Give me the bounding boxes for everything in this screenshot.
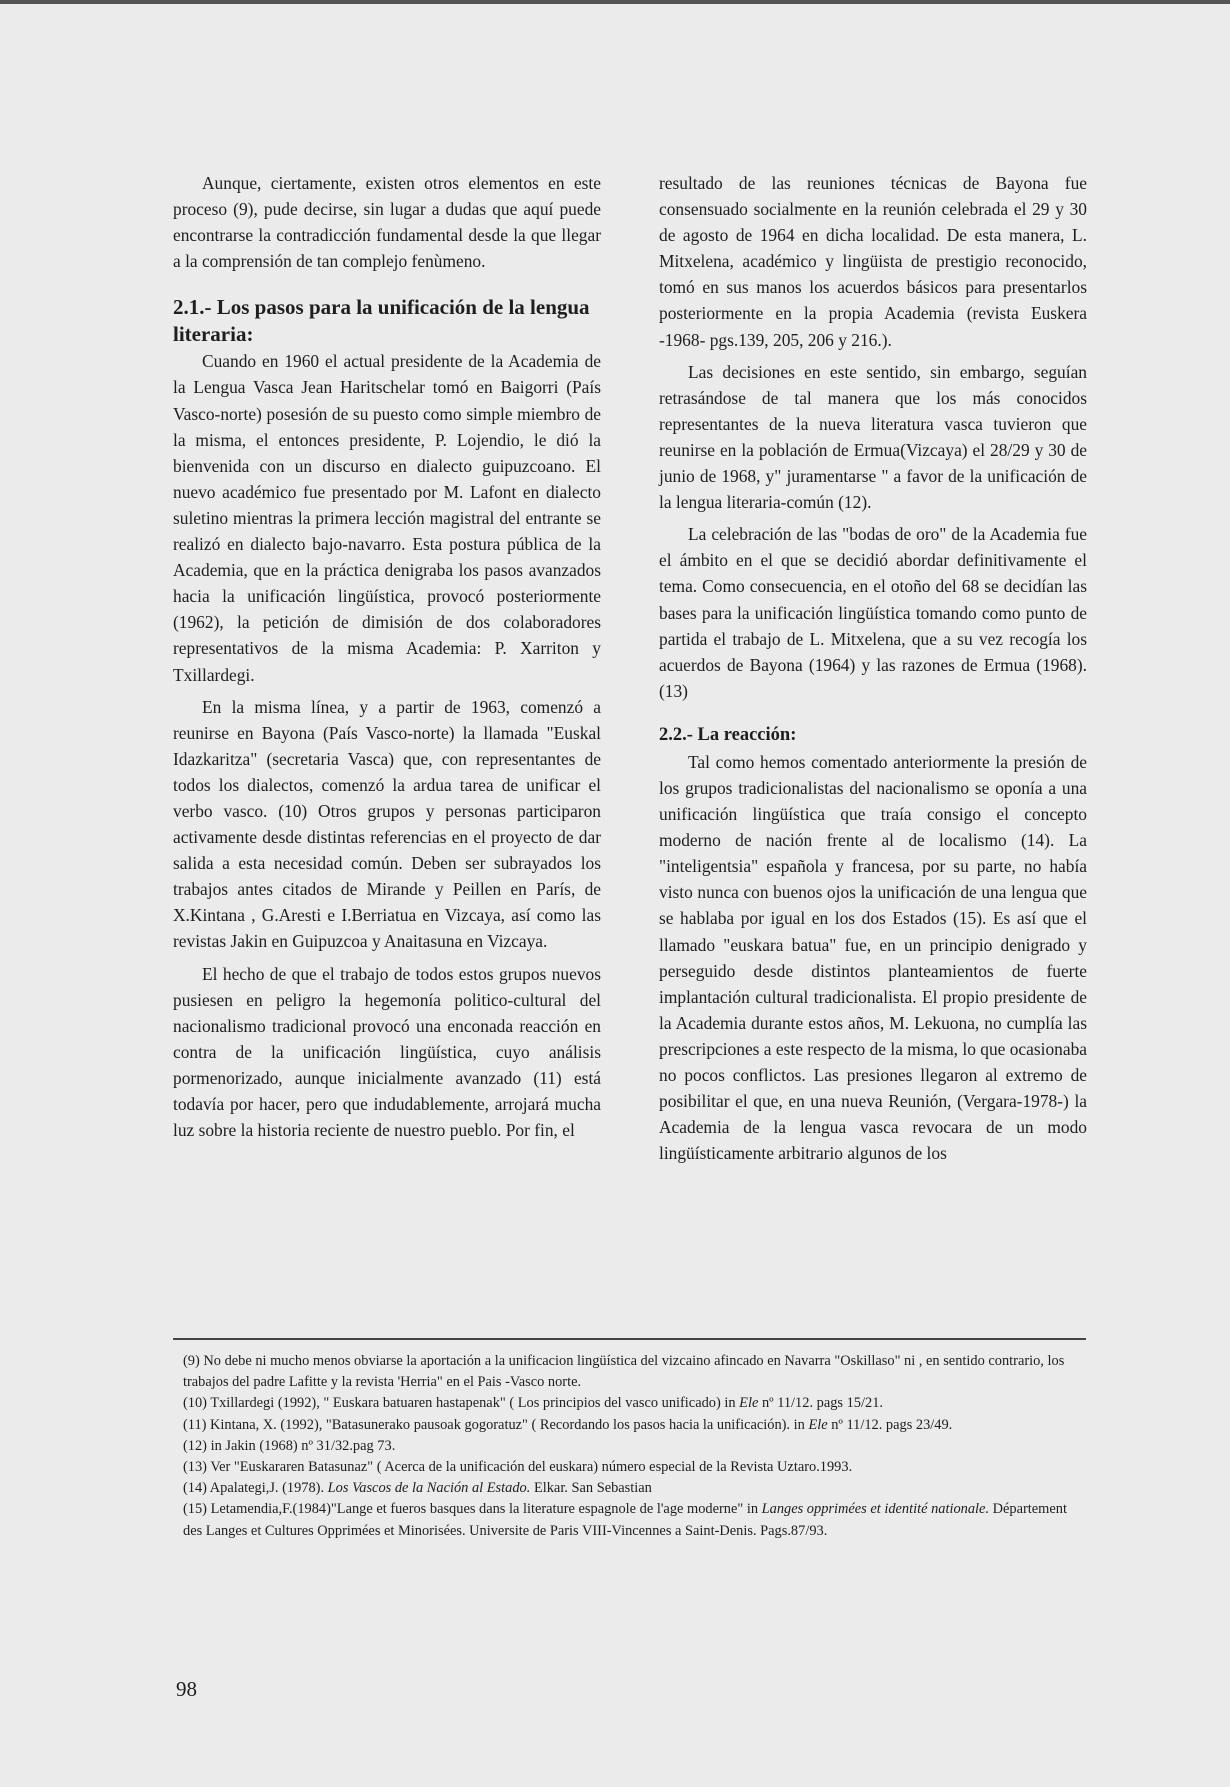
footnote-italic: Ele <box>808 1416 828 1433</box>
paragraph: Las decisiones en este sentido, sin embargo, seguían retrasándose de tal manera que los más conocidos representantes de la nueva literatura vasca tuvieron que reunirse en la población de Ermua(Vizcaya) el 28/29 y 30 de junio de 1968, y" juramentarse " a favor de la unificación de la lengua literaria-común (12). <box>659 361 1087 513</box>
section-heading-2-1: 2.1.- Los pasos para la unificación de la lengua literaria: <box>173 295 590 347</box>
paragraph: resultado de las reuniones técnicas de Bayona fue consensuado socialmente en la reunión celebrada el 29 y 30 de agosto de 1964 en dicha localidad. De esta manera, L. Mitxelena, académico y lingüista de prestigio reconocido, tomó en sus manos los acuerdos básicos para presentarlos posteriormente en la propia Academia (revista Euskera -1968- pgs.139, 205, 206 y 216.). <box>659 173 1087 350</box>
footnote-divider <box>173 1338 1086 1340</box>
footnote-text: (10) Txillardegi (1992), " Euskara batuaren hastapenak" ( Los principios del vasco unificado) in <box>183 1395 740 1412</box>
footnotes <box>183 1351 1086 1542</box>
footnote-text: nº 11/12. pags 15/21. <box>758 1395 883 1412</box>
footnote-italic: Los Vascos de la Nación al Estado. <box>327 1480 531 1497</box>
paragraph: Aunque, ciertamente, existen otros elementos en este proceso (9), pude decirse, sin lugar a dudas que aquí puede encontrarse la contradicción fundamental desde la que llegar a la comprensión de tan complejo fenùmeno. <box>173 173 601 272</box>
paragraph: La celebración de las "bodas de oro" de la Academia fue el ámbito en el que se decidió abordar definitivamente el tema. Como consecuencia, en el otoño del 68 se decidían las bases para la unificación lingüística tomando como punto de partida el trabajo de L. Mitxelena, que a su vez recogía los acuerdos de Bayona (1964) y las razones de Ermua (1968). (13) <box>659 524 1087 701</box>
footnote-text: (14) Apalategi,J. (1978). <box>183 1480 328 1497</box>
footnote-italic: Langes opprimées et identité nationale. <box>761 1501 990 1518</box>
footnote-text: (15) Letamendia,F.(1984)"Lange et fueros basques dans la literature espagnole de l'age moderne" in <box>183 1501 762 1518</box>
paragraph: En la misma línea, y a partir de 1963, comenzó a reunirse en Bayona (País Vasco-norte) la llamada "Euskal Idazkaritza" (secretaria Vasca) que, con representantes de todos los dialectos, comenzó la ardua tarea de unificar el verbo vasco. (10) Otros grupos y personas participaron activamente desde distintas referencias en el proyecto de dar salida a esta necesidad común. Deben ser subrayados los trabajos antes citados de Mirande y Peillen en París, de X.Kintana , G.Aresti e I.Berriatua en Vizcaya, así como las revistas Jakin en Guipuzcoa y Anaitasuna en Vizcaya. <box>173 696 601 952</box>
footnote-12: (12) in Jakin (1968) nº 31/32.pag 73. <box>183 1437 396 1454</box>
footnote-13: (13) Ver "Euskararen Batasunaz" ( Acerca de la unificación del euskara) número especial de la Revista Uztaro.1993. <box>183 1459 853 1476</box>
footnote-9: (9) No debe ni mucho menos obviarse la aportación a la unificacion lingüística del vizcaino afincado en Navarra "Oskillaso" ni , en sentido contrario, los trabajos del padre Lafitte y la revista 'Herria" en el Pais -Vasco norte. <box>183 1353 1065 1391</box>
footnote-11 <box>183 1415 1086 1436</box>
footnote-text: (11) Kintana, X. (1992), "Batasunerako pausoak gogoratuz" ( Recordando los pasos hacia la unificación). in <box>183 1416 809 1433</box>
footnote-15 <box>183 1499 1086 1541</box>
section-heading-2-2: 2.2.- La reacción: <box>659 724 797 745</box>
footnote-text: Département des Langes et Cultures Opprimées et Minorisées. Universite de Paris VIII-Vincennes a Saint-Denis. Pags.87/93. <box>183 1501 1067 1539</box>
footnote-text: nº 11/12. pags 23/49. <box>827 1416 953 1433</box>
footnote-10 <box>183 1393 1086 1414</box>
footnote-14 <box>183 1478 1086 1499</box>
paragraph: Tal como hemos comentado anteriormente la presión de los grupos tradicionalistas del nacionalismo se oponía a una unificación lingüística que traía consigo el concepto moderno de nación frente al de localismo (14). La "inteligentsia" española y francesa, por su parte, no había visto nunca con buenos ojos la unificación de una lengua que se hablaba por igual en los dos Estados (15). Es así que el llamado "euskara batua" fue, en un principio denigrado y perseguido desde distintos planteamientos de fuerte implantación cultural tradicionalista. El propio presidente de la Academia durante estos años, M. Lekuona, no cumplía las prescripciones a este respecto de la misma, lo que ocasionaba no pocos conflictos. Las presiones llegaron al extremo de posibilitar el que, en una nueva Reunión, (Vergara-1978-) la Academia de la lengua vasca revocara de un modo lingüísticamente arbitrario algunos de los <box>659 751 1087 1164</box>
scan-top-edge <box>0 0 1230 4</box>
paragraph: El hecho de que el trabajo de todos estos grupos nuevos pusiesen en peligro la hegemonía politico-cultural del nacionalismo tradicional provocó una enconada reacción en contra de la unificación lingüística, cuyo análisis pormenorizado, aunque inicialmente avanzado (11) está todavía por hacer, pero que indudablemente, arrojará mucha luz sobre la historia reciente de nuestro pueblo. Por fin, el <box>173 963 601 1141</box>
paragraph: Cuando en 1960 el actual presidente de la Academia de la Lengua Vasca Jean Haritschelar tomó en Baigorri (País Vasco-norte) posesión de su puesto como simple miembro de la misma, el entonces presidente, P. Lojendio, le dió la bienvenida con un discurso en dialecto guipuzcoano. El nuevo académico fue presentado por M. Lafont en dialecto suletino mientras la primera lección magistral del entrante se realizó en dialecto bajo-navarro. Esta postura pública de la Academia, que en la práctica denigraba los pasos avanzados hacia la unificación lingüística, provocó posteriormente (1962), la petición de dimisión de dos colaboradores representativos de la misma Academia: P. Xarriton y Txillardegi. <box>173 351 601 685</box>
right-column <box>659 170 1087 1172</box>
footnote-italic: Ele <box>739 1395 759 1412</box>
left-column <box>173 170 601 1149</box>
page-number: 98 <box>176 1677 197 1701</box>
footnote-text: Elkar. San Sebastian <box>530 1480 652 1497</box>
